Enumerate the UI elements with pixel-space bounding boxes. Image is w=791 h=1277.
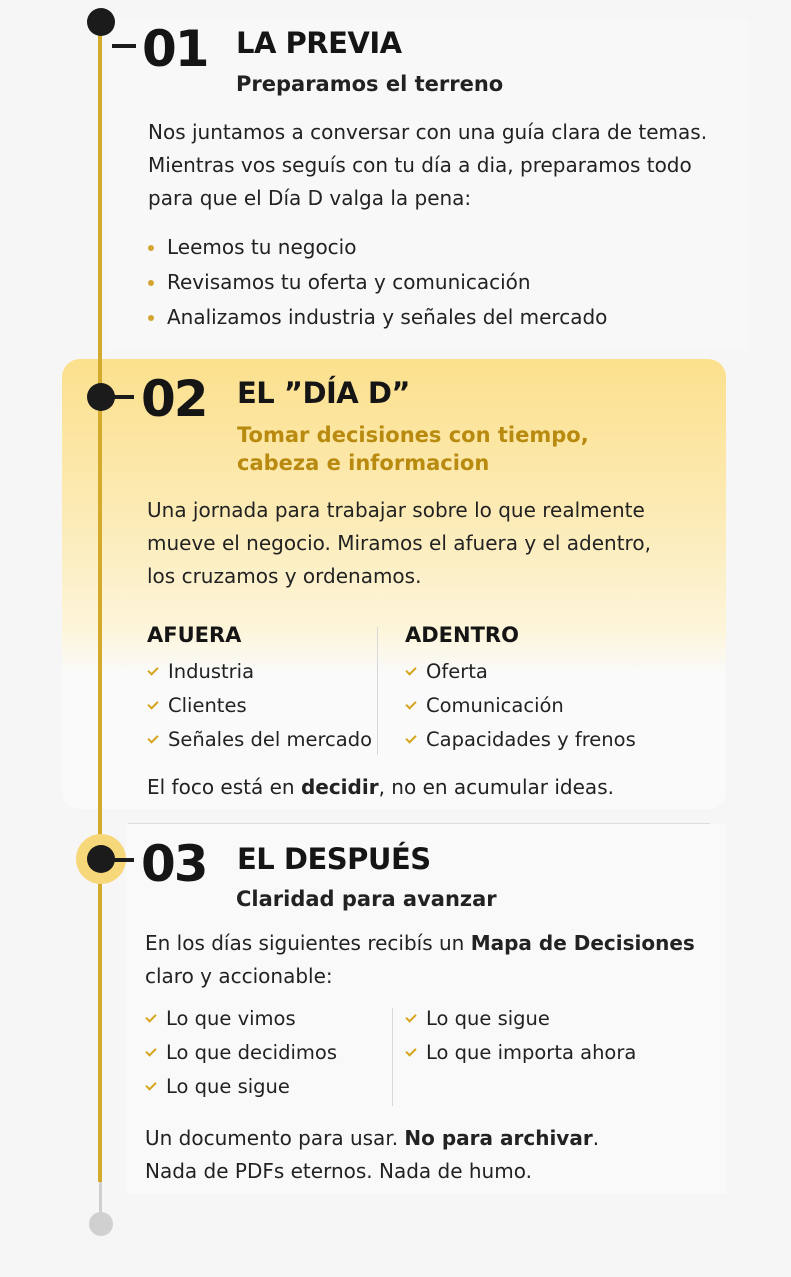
list-item (145, 1002, 337, 1036)
check-icon (405, 732, 416, 743)
text-fragment: En los días siguientes recibís un (145, 931, 471, 955)
list-item-label: Lo que vimos (166, 1007, 296, 1030)
step-title: LA PREVIA (236, 26, 402, 60)
checklist-afuera (147, 655, 372, 757)
intro-line: Una jornada para trabajar sobre lo que realmente (147, 498, 645, 522)
list-item-label: Lo que sigue (426, 1007, 550, 1030)
check-icon (145, 1011, 156, 1022)
intro-line: Mientras vos seguís con tu día a dia, preparamos todo (148, 153, 692, 177)
step-intro (148, 116, 707, 215)
text-fragment: . (592, 1126, 600, 1150)
intro-line (145, 927, 695, 960)
list-item (147, 689, 372, 723)
timeline-end-dot (89, 1212, 113, 1236)
subtitle-line: cabeza e informacion (237, 451, 490, 476)
checklist-right (405, 1002, 636, 1070)
list-item (147, 655, 372, 689)
list-item (405, 689, 636, 723)
list-item-label: Lo que decidimos (166, 1041, 337, 1064)
step-number: 01 (142, 20, 208, 78)
closing-line (145, 1122, 599, 1155)
list-item (405, 1036, 636, 1070)
timeline-tick-02 (112, 395, 134, 399)
list-item-label: Revisamos tu oferta y comunicación (167, 270, 531, 294)
column-heading-afuera: AFUERA (147, 623, 242, 647)
step-closing (145, 1122, 599, 1188)
list-item-label: Lo que sigue (166, 1075, 290, 1098)
text-fragment: , no en acumular ideas. (378, 775, 614, 799)
intro-line: para que el Día D valga la pena: (148, 186, 472, 210)
timeline-dot-01 (87, 8, 115, 36)
emphasis-text: Mapa de Decisiones (470, 931, 695, 955)
step-intro (145, 927, 695, 993)
bullet-list (148, 230, 607, 335)
list-item (145, 1036, 337, 1070)
check-icon (147, 698, 158, 709)
text-fragment: El foco está en (147, 775, 301, 799)
column-divider (392, 1008, 393, 1106)
list-item-label: Comunicación (426, 694, 564, 717)
list-item-label: Analizamos industria y señales del mercado (167, 305, 608, 329)
intro-line: los cruzamos y ordenamos. (147, 564, 422, 588)
step-number: 02 (141, 370, 207, 428)
step-number: 03 (141, 835, 207, 893)
list-item-label: Leemos tu negocio (167, 235, 357, 259)
list-item (145, 1070, 337, 1104)
check-icon (145, 1045, 156, 1056)
emphasis-text: No para archivar (404, 1126, 593, 1150)
list-item-label: Lo que importa ahora (426, 1041, 637, 1064)
step-title: EL DESPUÉS (237, 842, 431, 876)
bullet-dot (148, 280, 154, 286)
emphasis-text: decidir (300, 775, 379, 799)
step-subtitle: Preparamos el terreno (236, 72, 504, 96)
list-item (405, 723, 636, 757)
intro-line: mueve el negocio. Miramos el afuera y el adentro, (147, 531, 651, 555)
timeline-dot-03 (87, 845, 115, 873)
bullet-dot (148, 315, 154, 321)
list-item (148, 230, 607, 265)
list-item-label: Señales del mercado (168, 728, 373, 751)
check-icon (147, 732, 158, 743)
checklist-left (145, 1002, 337, 1104)
intro-line: claro y accionable: (145, 964, 333, 988)
timeline-line-overlay (98, 359, 102, 809)
timeline-tick-01 (112, 44, 136, 48)
list-item (405, 655, 636, 689)
check-icon (405, 1011, 416, 1022)
list-item-label: Industria (168, 660, 255, 683)
check-icon (145, 1079, 156, 1090)
column-divider (377, 627, 378, 755)
timeline-tick-03 (112, 858, 134, 862)
check-icon (405, 698, 416, 709)
list-item (148, 300, 607, 335)
step-title: EL ”DÍA D” (237, 376, 410, 410)
timeline-dot-02 (87, 383, 115, 411)
intro-line: Nos juntamos a conversar con una guía clara de temas. (148, 120, 708, 144)
step-footer-note (147, 771, 614, 804)
list-item-label: Oferta (426, 660, 488, 683)
list-item-label: Capacidades y frenos (426, 728, 636, 751)
list-item (147, 723, 372, 757)
check-icon (405, 1045, 416, 1056)
checklist-adentro (405, 655, 636, 757)
step-subtitle: Claridad para avanzar (236, 887, 497, 911)
list-item (405, 1002, 636, 1036)
step-intro (147, 494, 651, 593)
text-fragment: Un documento para usar. (145, 1126, 405, 1150)
closing-line: Nada de PDFs eternos. Nada de humo. (145, 1159, 532, 1183)
bullet-dot (148, 245, 154, 251)
check-icon (147, 664, 158, 675)
list-item (148, 265, 607, 300)
list-item-label: Clientes (168, 694, 247, 717)
column-heading-adentro: ADENTRO (405, 623, 519, 647)
check-icon (405, 664, 416, 675)
subtitle-line: Tomar decisiones con tiempo, (237, 423, 589, 447)
step-subtitle (237, 421, 589, 478)
